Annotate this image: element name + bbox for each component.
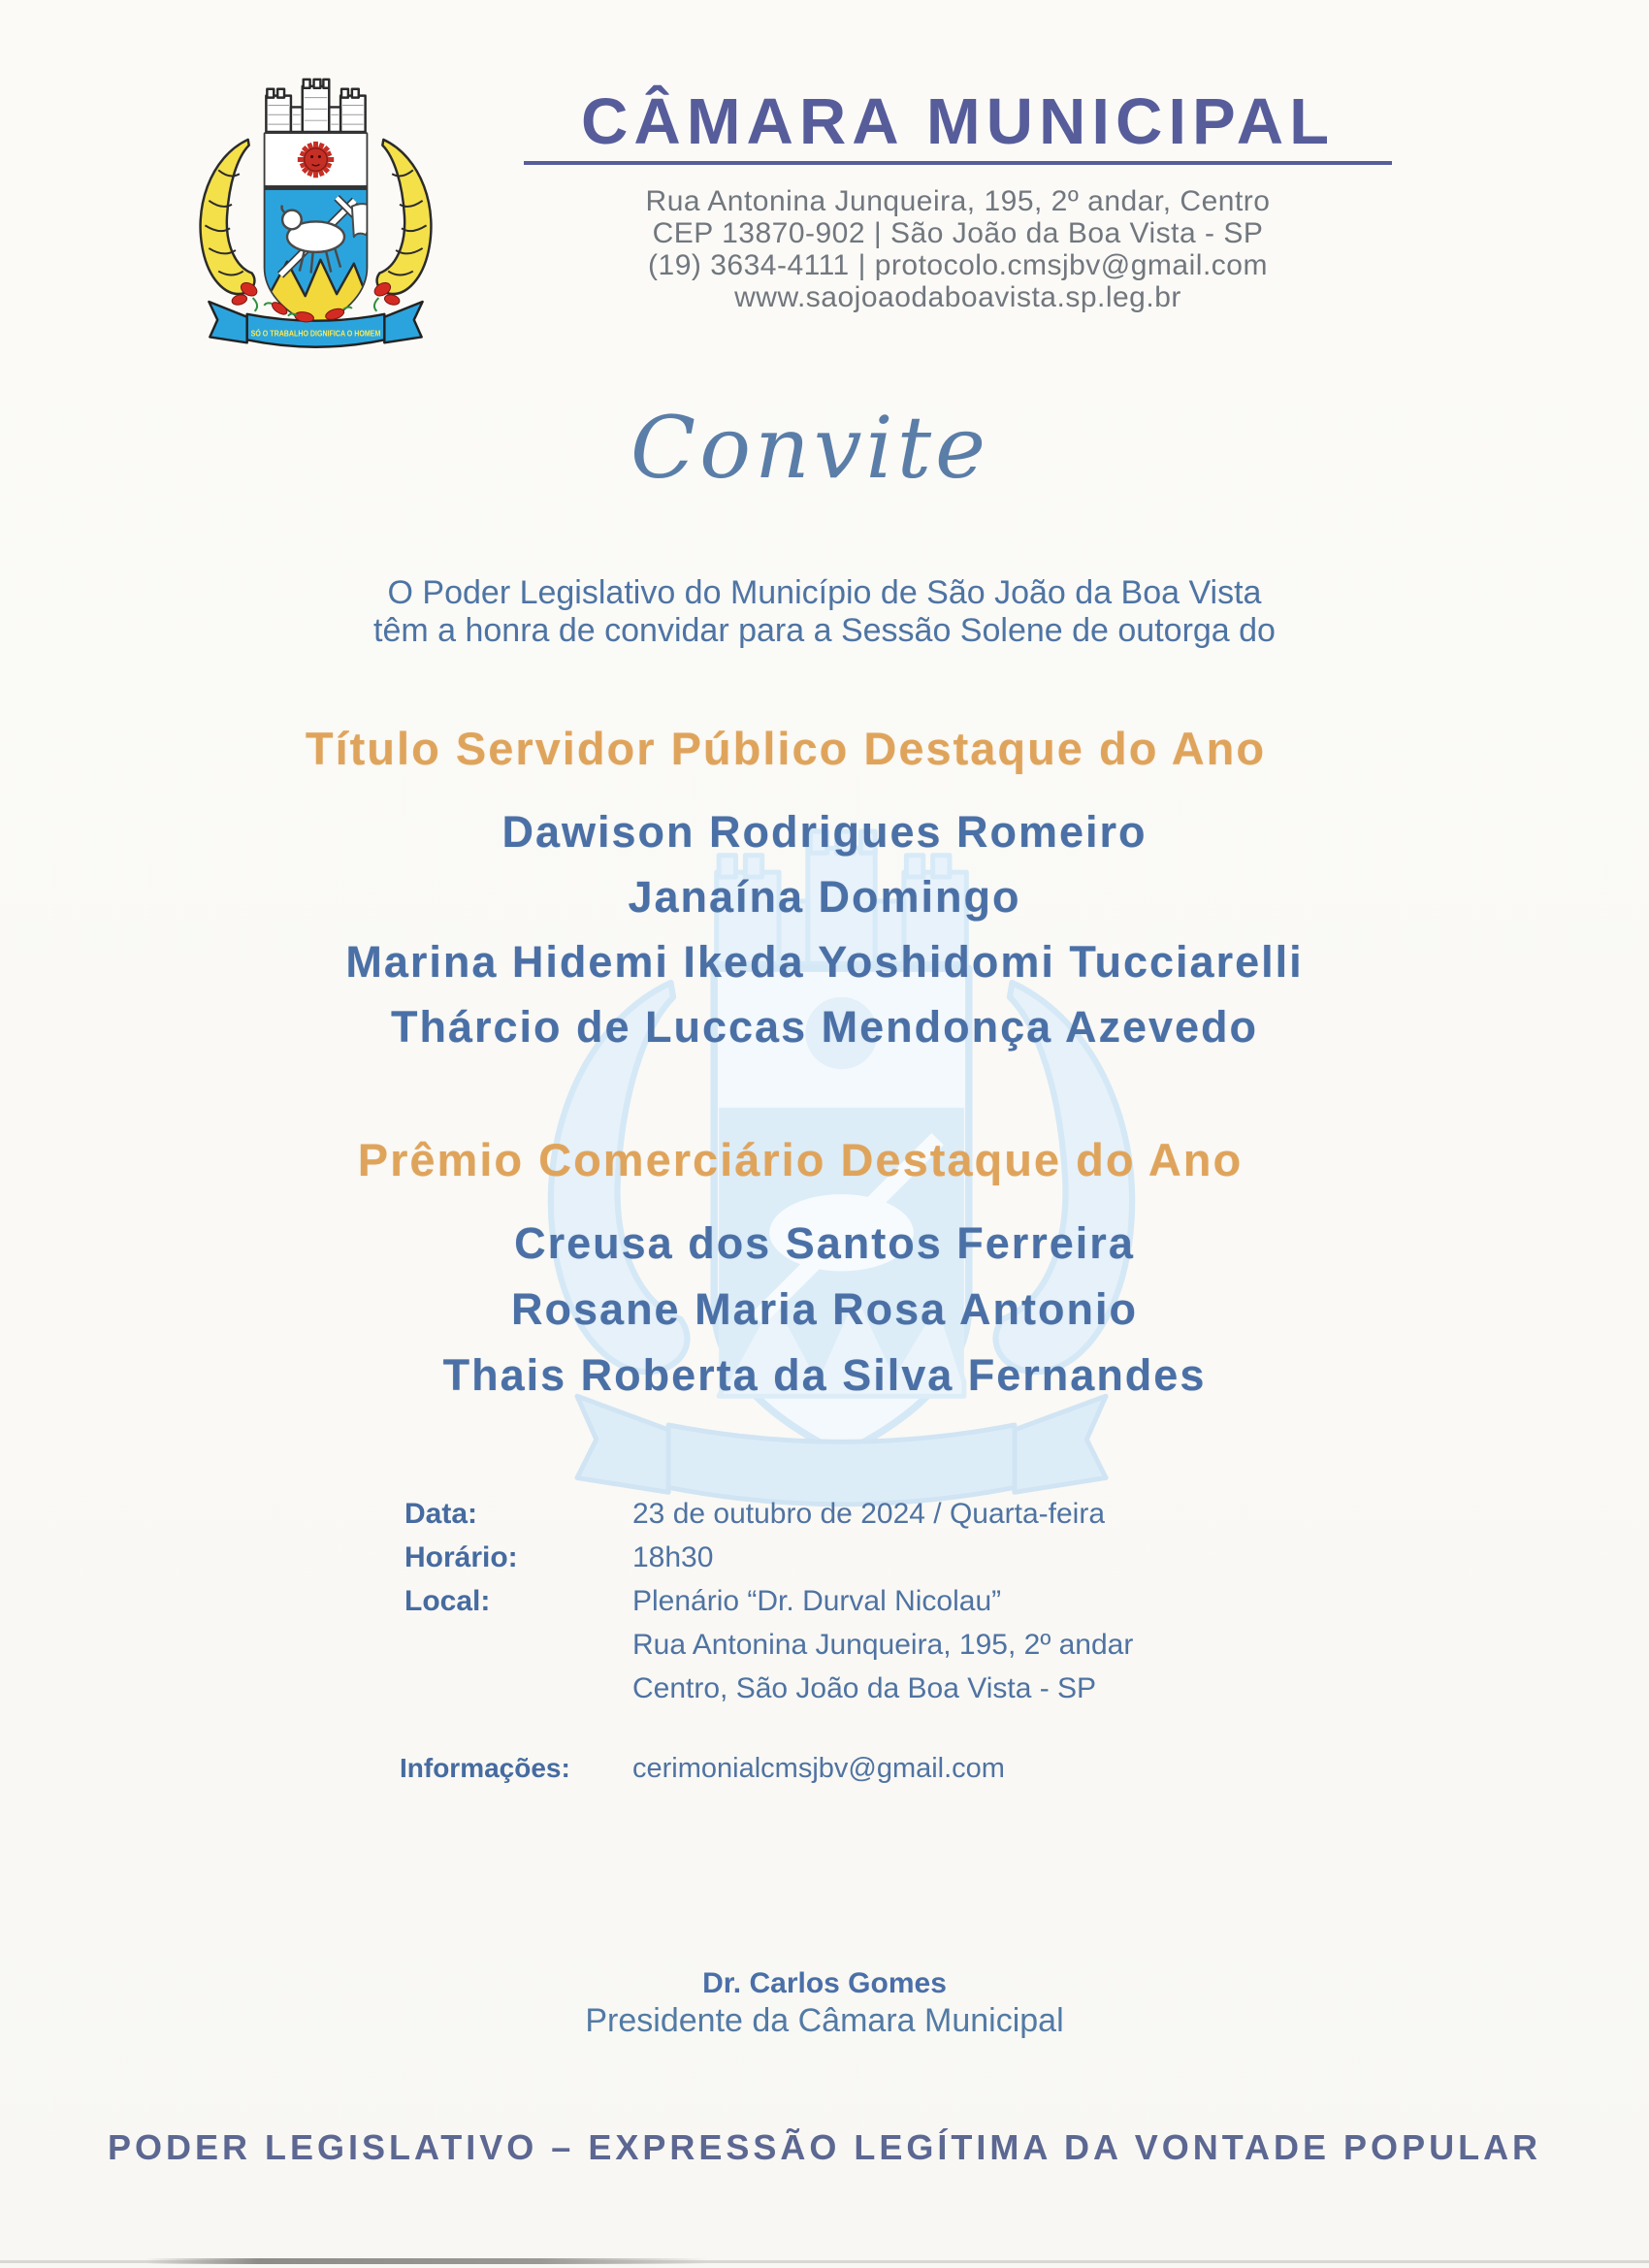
- time-label: Horário:: [404, 1541, 518, 1573]
- crest-motto: SÓ O TRABALHO DIGNIFICA O HOMEM: [250, 328, 404, 339]
- address-line-3: (19) 3634-4111 | protocolo.cmsjbv@gmail.com: [648, 249, 1268, 281]
- info-email: cerimonialcmsjbv@gmail.com: [632, 1753, 1005, 1784]
- venue-label: Local:: [404, 1585, 491, 1617]
- street-value: Rua Antonina Junqueira, 195, 2º andar: [632, 1629, 1134, 1661]
- detail-row-venue: [404, 1579, 1133, 1623]
- honoree-name: Thárcio de Luccas Mendonça Azevedo: [390, 1002, 1259, 1052]
- event-details: [404, 1492, 1133, 1710]
- venue-value: Plenário “Dr. Durval Nicolau”: [632, 1585, 1002, 1617]
- date-value: 23 de outubro de 2024 / Quarta-feira: [632, 1498, 1106, 1530]
- detail-row-time: [404, 1536, 1133, 1579]
- detail-row-street: [404, 1623, 1133, 1667]
- detail-row-city: [404, 1667, 1133, 1710]
- letterhead: [524, 87, 1392, 313]
- cornucopia-right-icon: [372, 140, 432, 311]
- honoree-name: Thais Roberta da Silva Fernandes: [442, 1350, 1207, 1400]
- time-value: 18h30: [632, 1541, 714, 1573]
- footer-slogan: PODER LEGISLATIVO – EXPRESSÃO LEGÍTIMA DA VONTADE POPULAR: [107, 2127, 1542, 2167]
- date-label: Data:: [404, 1498, 478, 1530]
- address-line-2: CEP 13870-902 | São João da Boa Vista - SP: [652, 217, 1264, 249]
- president-name: Dr. Carlos Gomes: [702, 1967, 947, 1999]
- org-name-title: CÂMARA MUNICIPAL: [524, 87, 1392, 165]
- crest-graphic: [173, 56, 459, 378]
- honoree-list-comerciario: [0, 1211, 1649, 1409]
- honoree-name: Marina Hidemi Ikeda Yoshidomi Tucciarelli: [345, 937, 1304, 987]
- signature-block: [0, 1967, 1649, 2039]
- coat-of-arms-logo: [173, 56, 459, 378]
- honoree-name: Janaína Domingo: [628, 872, 1021, 922]
- intro-line-2: têm a honra de convidar para a Sessão Solene de outorga do: [373, 612, 1276, 649]
- award-title-comerciario: Prêmio Comerciário Destaque do Ano: [357, 1134, 1244, 1185]
- president-role: Presidente da Câmara Municipal: [585, 2002, 1064, 2039]
- info-label: Informações:: [400, 1753, 570, 1783]
- honoree-name: Rosane Maria Rosa Antonio: [511, 1284, 1138, 1334]
- city-value: Centro, São João da Boa Vista - SP: [632, 1672, 1097, 1704]
- honoree-name: Creusa dos Santos Ferreira: [514, 1218, 1135, 1268]
- honoree-list-servidor: [0, 799, 1649, 1059]
- street-label: [404, 1623, 632, 1667]
- address-line-1: Rua Antonina Junqueira, 195, 2º andar, Centro: [645, 185, 1271, 217]
- website-line: www.saojoaodaboavista.sp.leg.br: [734, 281, 1181, 313]
- detail-row-date: [404, 1492, 1133, 1536]
- honoree-name: Dawison Rodrigues Romeiro: [501, 807, 1148, 857]
- city-label: [404, 1667, 632, 1710]
- intro-paragraph: [0, 574, 1649, 650]
- award-title-servidor: Título Servidor Público Destaque do Ano: [305, 723, 1267, 774]
- intro-line-1: O Poder Legislativo do Município de São João da Boa Vista: [387, 574, 1262, 611]
- invite-script-title: Convite: [630, 398, 990, 498]
- org-address: [524, 185, 1392, 313]
- cornucopia-left-icon: [201, 140, 260, 311]
- info-contact-row: [400, 1752, 1005, 1785]
- scan-shadow: [146, 2258, 708, 2264]
